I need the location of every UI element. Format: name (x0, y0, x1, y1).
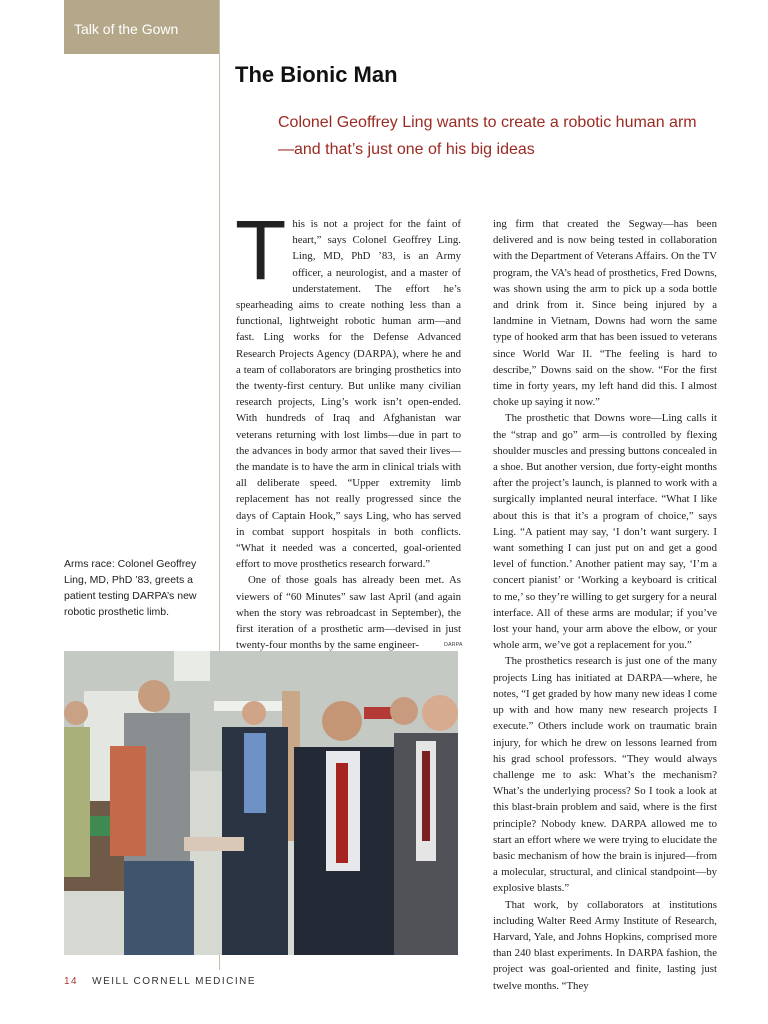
paragraph (235, 203, 461, 572)
article-subtitle: Colonel Geoffrey Ling wants to create a robotic human arm—and that’s just one of his big ideas (278, 114, 697, 158)
photo-caption: Arms race: Colonel Geoffrey Ling, MD, PhD ’83, greets a patient testing DARPA’s new robotic prosthetic limb. (64, 558, 197, 618)
page-number: 14 (64, 976, 79, 987)
page-footer (64, 976, 256, 987)
drop-cap: T (235, 203, 287, 297)
publication-name: WEILL CORNELL MEDICINE (92, 976, 257, 987)
article-photo (64, 651, 458, 955)
section-tab (64, 0, 219, 54)
body-column-right (493, 216, 717, 994)
paragraph-text: his is not a project for the faint of heart,” says Colonel Geoffrey Ling. Ling, MD, PhD ’83, is an Army officer, a neurologist, and a master of understatement. The effort he’s spearheading aims to create nothing less than a functional, lightweight robotic human arm—and fast. Ling works for the Defense Advanced Research Projects Agency (DARPA), where he and a team of collaborators are bringing prosthetics into the twenty-first century. But unlike many civilian research projects, Ling’s work isn’t open-ended. With hundreds of Iraq and Afghanistan war veterans returning with lost limbs—due in part to the advances in body armor that saved their lives—the mandate is to have the arm in clinical trials with all deliberate speed. “Upper extremity limb replacement has not really progressed since the days of Captain Hook,” says Ling, who has served in combat support hospitals in both conflicts. “What it needed was a concerted, goal-oriented effort to move prosthetics research forward.” (236, 218, 461, 571)
body-column-left (235, 203, 461, 653)
photo-illustration (64, 651, 458, 955)
paragraph: The prosthetics research is just one of the many projects Ling has initiated at DARPA—where, he notes, “I get graded by how many new ideas I come up with and how many new research projects I execute.” Others include work on traumatic brain injury, for which he drew on lessons learned from his grad school professors. “They would always challenge me to ask: What’s the mechanism? What’s the underlying process? So I took a look at this blast-brain problem and said, where is the first principle? Nobody knew. DARPA allowed me to start an effort where we were trying to elucidate the basic mechanism of how the brain is injured—from a molecular, structural, and clinical standpoint—by explosive blasts.” (493, 655, 717, 895)
paragraph: The prosthetic that Downs wore—Ling calls it the “strap and go” arm—is controlled by flexing shoulder muscles and pressing buttons concealed in a shoe. But another version, due forty-eight months after the project’s launch, is planned to work with a surgically implanted neural interface. “What I like about this is that it’s a program of choice,” says Ling. “A patient may say, ‘I don’t want surgery. I want something I can just put on and get a good level of function.’ Another patient may say, ‘I’m a concert pianist’ or ‘Working a keyboard is critical to me,’ so they’re willing to get surgery for a neural interface. All of these arms are modular; if you’ve lost your hand, your arm above the elbow, or your whole arm, we’ve got a replacement for you.” (493, 412, 717, 652)
section-label: Talk of the Gown (74, 21, 179, 37)
photo-credit: DARPA (444, 642, 463, 648)
paragraph: That work, by collaborators at institutions including Walter Reed Army Institute of Research, Harvard, Yale, and Johns Hopkins, comprised more than 240 blast experiments. In DARPA fashion, the project was goal-oriented and finite, lasting just twelve months. “They (493, 898, 717, 992)
paragraph: ing firm that created the Segway—has been delivered and is now being tested in collaboration with the Department of Veterans Affairs. On the TV program, the VA’s head of prosthetics, Fred Downs, was shown using the arm to pick up a soda bottle and drink from it. Since being injured by a landmine in Vietnam, Downs had worn the same type of hooked arm that has been issued to veterans since World War II. “The feeling is hard to describe,” Downs said on the show. “For the first time in forty years, my left hand did this. I almost choke up saying it now.” (493, 218, 717, 409)
paragraph: One of those goals has already been met. As viewers of “60 Minutes” saw last April (and again when the story was rebroadcast in September), the first iteration of a prosthetic arm—devised in just twenty-four months by the same engineer- (236, 574, 461, 652)
article-title: The Bionic Man (235, 62, 398, 87)
